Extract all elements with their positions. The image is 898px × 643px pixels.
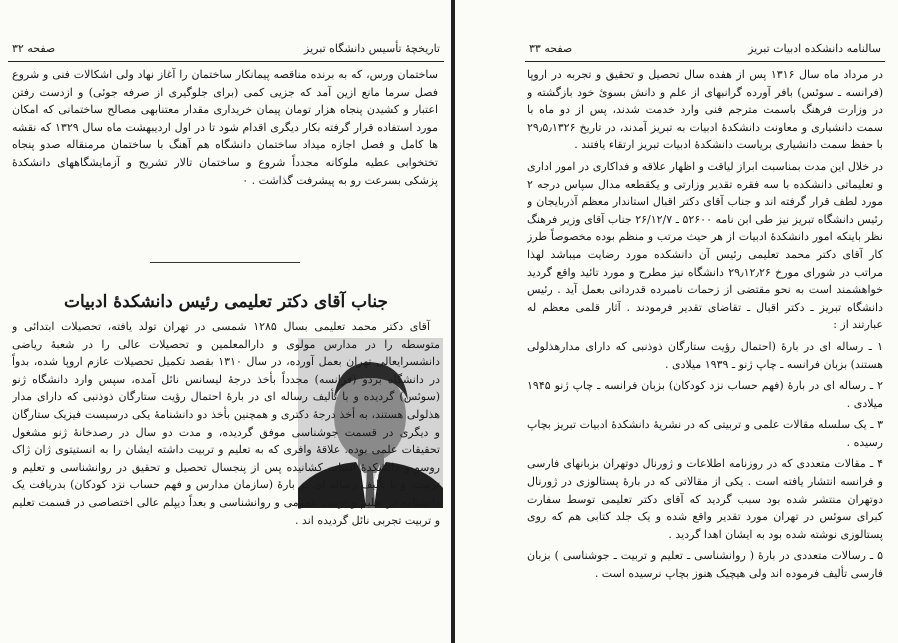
right-paragraph-2: در خلال این مدت بمناسبت ابراز لیاقت و اظهار علاقه و فداکاری در امور اداری و تعلیماتی دانشکده با سه فقره تقدیر وزارتی و یکقطعه مدال سپاس درجه ۲ مورد لطف قرار گرفته اند و جناب آقای دکتر اقبال استاندار معظم آذربایجان و رئیس دانشگاه تبریز نیز طی ابن نامه ۵۲۶۰۰ ـ ۲۶/۱۲/۷ جناب آقای وزیر فرهنگ نظر باینکه امور دانشکدهٔ ادبیات از هر حیث مرتب و منظم بوده مخصوصاً طرز کار آقای دکتر محمد تعلیمی رئیس آن دانشکده مورد رضایت میباشد لهذا مراتب در شورای مورخ ۲۹٫۱۲٫۲۶ دانشگاه نیز مطرح و مورد تائید واقع گردید خواهشمند است به نحو مقتضی از زحمات نامبرده قدردانی بعمل آید . رئیس دانشگاه تبریز ـ دکتر اقبال ـ تقاضای تقدیر فرمودند . آثار قلمی معظم له عبارتند از : [527,159,883,332]
left-construction-paragraph [12,66,438,216]
left-separator [150,262,300,263]
right-page-number: صفحه ۳۳ [529,42,573,55]
right-paragraph-1: در مرداد ماه سال ۱۳۱۶ پس از هفده سال تحصیل و تحقیق و تجربه در اروپا (فرانسه ـ سوئس) بافر آورده گرانبهای از علم و دانش بسوئ خود بازگشته و در وزارت فرهنگ باسمت مترجم فنی وارد خدمت شدند، پس از دو ماه با سمت دانشیاری و معاونت دانشکدهٔ ادبیات به تبریز آمدند، در تاریخ ۲۹٫۵٫۱۳۲۶ با حفظ سمت دانشیاری بریاست دانشکدهٔ ادبیات تبریز ارتقاء یافتند . [527,68,883,152]
right-page-header [525,40,885,62]
right-page [455,0,898,643]
work-item-3: ۳ ـ یک سلسله مقالات علمی و تربیتی که در نشریهٔ دانشکدهٔ ادبیات تبریز بچاپ رسیده . [527,418,883,449]
right-body-text [527,66,883,626]
work-item-1: ۱ ـ رساله ای در بارهٔ (احتمال رؤیت ستارگان ذوذنبی که دارای مدارهذلولی هستند) بزبان فرانسه ـ چاپ ژنو ـ ۱۹۳۹ میلادی . [527,339,883,371]
work-item-5: ۵ ـ رسالات متعددی در بارهٔ ( روانشناسی ـ تعلیم و تربیت ـ جوشناسی ) بزبان فارسی تألیف فرموده اند ولی هیچیک هنوز بچاپ نرسیده است . [527,549,883,581]
biography-text [12,318,440,618]
work-item-4: ۴ ـ مقالات متعددی که در روزنامه اطلاعات و ژورنال دوتهران بزبانهای فارسی و فرانسه انتشار یافته است . یکی از مقالاتی که در بارهٔ پستالوزی در ژورنال دوتهران منتشر شده بود سبب گردید که آقای دکتر تعلیمی توسط سفارت کبرای سوئس در تهران مورد تقدیر واقع شده و یک جلد کتابی هم که روی پستالوزی نوشته شده بود به ایشان اهدا گردید . [527,457,883,541]
right-running-title: سالنامه دانشکده ادبیات تبریز [748,42,881,55]
left-header-rule [8,61,444,62]
biography-paragraph: آقای دکتر محمد تعلیمی بسال ۱۲۸۵ شمسی در تهران تولد یافته، تحصیلات ابتدائی و متوسطه را در مدارس مولوی و دارالمعلمین و تحصیلات عالی را در شعبهٔ ریاضی دانشسرایعالی تهران بعمل آورده، در سال ۱۳۱۰ بقصد تکمیل تحصیلات عازم اروپا شده، بدواً در دانشگاه بردو (فرانسه) مجدداً بأخذ درجهٔ لیسانس نائل آمده، سپس وارد دانشگاه ژنو (سوئس) گردیده و با تألیف رساله ای در بارهٔ احتمال رؤیت ستارگان ذوذنبی که دارای مدار هذلولی هستند، به أخذ درجهٔ دکتری و همچنین بأخذ دو دانشنامهٔ یکی درسیست فیزیک ستارگان و دیگری در قسمت جوشناسی موفق گردیده، و مدت دو سال در رصدخانهٔ ژنو مشغول تحقیقات علمی بوده. علاقهٔ وافری که به تعلیم و تربیت داشته ایشان را به انستیتوی ژان ژاک روسو و دانشکدهٔ ادبیات کشانیده پس از پنجسال تحصیل و تحقیق در روانشناسی و تعلیم و تربیت، و با تألیف رساله ای در بارهٔ (سازمان مدارس و فهم حساب نزد کودکان) بدریافت یک دانشنامه در تعلیم و تربیت عمومی و روانشناسی و بعداً دیپلم عالی اختصاصی در قسمت تعلیم و تربیت تجربی نائل گردیده اند . [12,320,440,527]
left-page-header [8,40,444,62]
work-item-2: ۲ ـ رساله ای در بارهٔ (فهم حساب نزد کودکان) بزبان فرانسه ـ چاپ ژنو ۱۹۴۵ میلادی . [527,379,883,410]
left-paragraph-1: ساختمان ورس، که به برنده مناقصه پیمانکار ساختمان را آغاز نهاد ولی اشکالات فنی و شروع فصل سرما مانع ازین آمد که جزیی کمی (برای جلوگیری از صرفه جوئی) و ازدست رفتن اعتبار و کشیدن پنجاه هزار تومان پیمان خریداری مقدار معتنابهی مصالح ساختمانی که امکان مورد استفاده قرار گرفته بکار دیگری اقدام شود تا در اول اردیبهشت ماه سال ۱۳۲۹ که نقشه ها کامل و فصل اجازه میداد ساختمان دانشگاه هم آهنگ با ساختمان مرمنقاله صدو پنجاه تختخوابی عطیه ملوکانه مجدداً شروع و ساختمان تالار تشریح و آزمایشگاههای دانشکدهٔ پزشکی بسرعت رو به پیشرفت گذاشت . ۰ [12,68,438,187]
right-header-rule [525,61,885,62]
section-title: جناب آقای دکتر تعلیمی رئیس دانشکدهٔ ادبیات [63,292,389,312]
left-page-number: صفحه ۳۲ [12,42,56,55]
left-running-title: تاریخچهٔ تأسیس دانشگاه تبریز [304,42,440,55]
